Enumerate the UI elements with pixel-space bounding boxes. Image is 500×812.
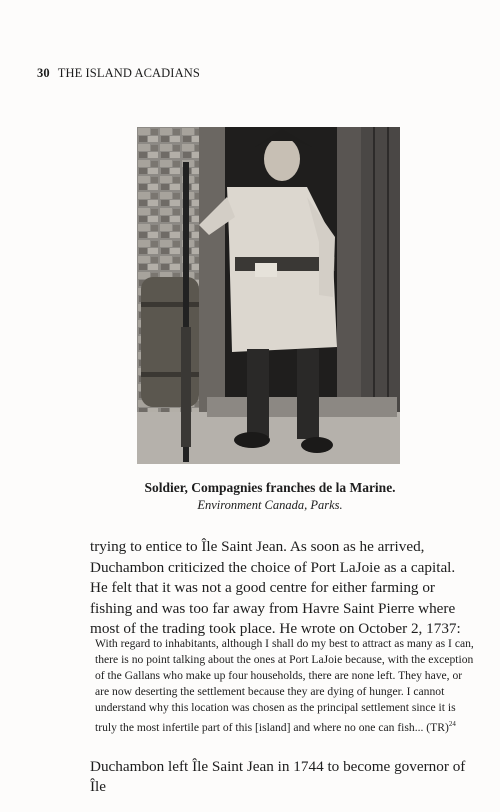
body-paragraph-1: trying to entice to Île Saint Jean. As soon as he arrived, Duchambon criticized the choice of Port LaJoie as a capital. He felt that it was not a good centre for either farming or fishing and was too far away from Havre Saint Pierre where most of the trading took place. He wrote on October 2, 1737:	[90, 538, 461, 637]
page-number: 30	[37, 66, 50, 80]
block-quote	[95, 636, 475, 736]
quote-text: With regard to inhabitants, although I shall do my best to attract as many as I can, there is no point talking about the ones at Port LaJoie because, with the exception of the Gallans who make up four households, there are none left. They have, or are now deserting the settlement because they are dying of hunger. I cannot understand why this location was chosen as the principal settlement since it is truly the most infertile part of this [island] and where no one can fish... (TR)	[95, 637, 474, 734]
footnote-marker: 24	[448, 720, 456, 728]
figure-caption	[100, 480, 440, 513]
running-title: THE ISLAND ACADIANS	[57, 66, 200, 80]
caption-title: Soldier, Compagnies franches de la Marine.	[144, 480, 396, 495]
body-paragraph-2: Duchambon left Île Saint Jean in 1744 to become governor of Île	[90, 758, 466, 795]
soldier-photo	[137, 127, 400, 464]
running-head	[37, 66, 200, 81]
caption-credit: Environment Canada, Parks.	[197, 498, 343, 512]
